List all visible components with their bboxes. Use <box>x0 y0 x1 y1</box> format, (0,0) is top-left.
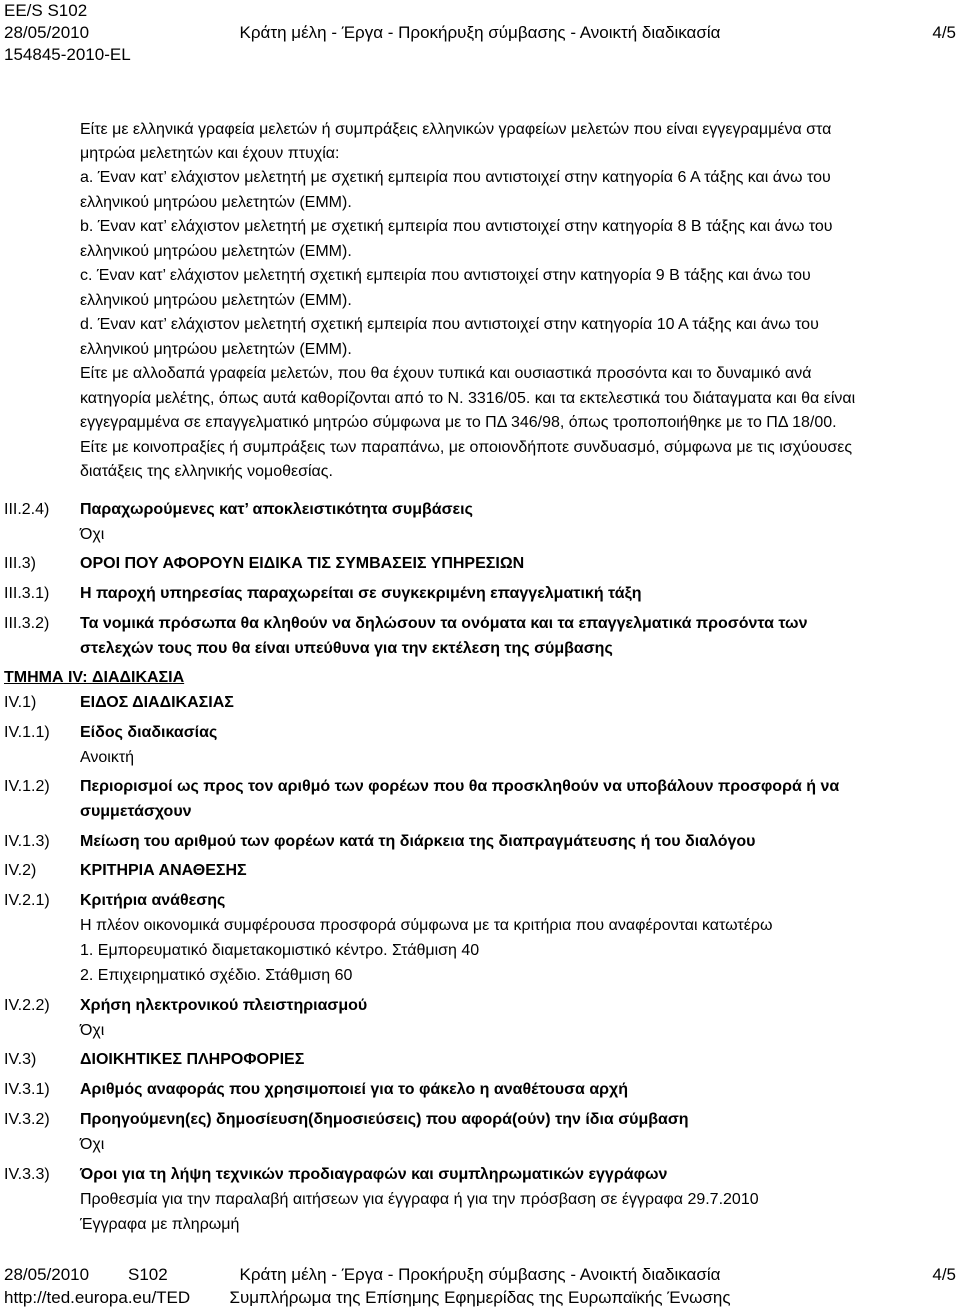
section-number-iii-2-4: III.2.4) <box>4 501 50 518</box>
section-title-iv-1-1: Είδος διαδικασίας <box>80 724 218 741</box>
section-value-iv-2-1-line-1: Η πλέον οικονομικά συμφέρουσα προσφορά σύμφωνα με τα κριτήρια που αναφέρονται κατωτέρω <box>80 917 773 934</box>
section-title-iv-3: ΔΙΟΙΚΗΤΙΚΕΣ ΠΛΗΡΟΦΟΡΙΕΣ <box>80 1051 305 1068</box>
header-date: 28/05/2010 <box>4 23 90 42</box>
section-number-iv-3-3: IV.3.3) <box>4 1166 50 1183</box>
footer-page-number: 4/5 <box>932 1265 956 1284</box>
footer-date: 28/05/2010 <box>4 1265 90 1284</box>
section-title-iv-2: ΚΡΙΤΗΡΙΑ ΑΝΑΘΕΣΗΣ <box>80 862 247 879</box>
section-number-iv-1-2: IV.1.2) <box>4 778 50 795</box>
joint-line-1: Είτε με κοινοπραξίες ή συμπράξεις των παραπάνω, με οποιονδήποτε συνδυασμό, σύμφωνα με τις ισχύουσες <box>80 439 853 456</box>
section-value-iv-2-2: Όχι <box>80 1022 105 1039</box>
footer-code: S102 <box>128 1265 168 1284</box>
item-b-line-1: b. Έναν κατ’ ελάχιστον μελετητή με σχετική εμπειρία που αντιστοιχεί στην κατηγορία 8 Β τάξης και άνω του <box>80 218 833 235</box>
section-number-iv-3: IV.3) <box>4 1051 37 1068</box>
section-title-iii-3-1: Η παροχή υπηρεσίας παραχωρείται σε συγκεκριμένη επαγγελματική τάξη <box>80 585 642 602</box>
section-title-iv-2-1: Κριτήρια ανάθεσης <box>80 892 226 909</box>
header-page-number: 4/5 <box>932 23 956 42</box>
section-title-iv-2-2: Χρήση ηλεκτρονικού πλειστηριασμού <box>80 997 368 1014</box>
item-d-line-1: d. Έναν κατ’ ελάχιστον μελετητή σχετική εμπειρία που αντιστοιχεί στην κατηγορία 10 Α τάξης και άνω του <box>80 316 819 333</box>
section-title-iv-1-2-line-1: Περιορισμοί ως προς τον αριθμό των φορέων που θα προσκληθούν να υποβάλουν προσφορά ή να <box>80 778 840 795</box>
section-title-iv-1-2-line-2: συμμετάσχουν <box>80 803 192 820</box>
section-iv-heading: ΤΜΗΜΑ IV: ΔΙΑΔΙΚΑΣΙΑ <box>4 669 185 686</box>
footer-title: Κράτη μέλη - Έργα - Προκήρυξη σύμβασης - Ανοικτή διαδικασία <box>239 1265 721 1284</box>
item-a-line-2: ελληνικού μητρώου μελετητών (ΕΜΜ). <box>80 194 352 211</box>
item-d-line-2: ελληνικού μητρώου μελετητών (ΕΜΜ). <box>80 341 352 358</box>
footer-url-link[interactable]: http://ted.europa.eu/TED <box>4 1288 191 1307</box>
item-b-line-2: ελληνικού μητρώου μελετητών (ΕΜΜ). <box>80 243 352 260</box>
foreign-line-3: εγγεγραμμένα σε επαγγελματικό μητρώο σύμφωνα με το ΠΔ 346/98, όπως τροποποιήθηκε με το ΠΔ 18/00. <box>80 414 837 431</box>
section-number-iii-3: III.3) <box>4 555 37 572</box>
section-value-iii-2-4: Όχι <box>80 526 105 543</box>
section-number-iv-1-1: IV.1.1) <box>4 724 50 741</box>
section-number-iv-1: IV.1) <box>4 694 37 711</box>
section-value-iv-1-1: Ανοικτή <box>80 749 135 766</box>
section-title-iii-3-2-line-2: στελεχών τους που θα είναι υπεύθυνα για την εκτέλεση της σύμβασης <box>80 640 613 657</box>
section-title-iv-3-2: Προηγούμενη(ες) δημοσίευση(δημοσιεύσεις) που αφορά(ούν) την ίδια σύμβαση <box>80 1111 689 1128</box>
intro-line-1: Είτε με ελληνικά γραφεία μελετών ή συμπράξεις ελληνικών γραφείων μελετών που είναι εγγεγραμμένα στα <box>80 121 832 138</box>
section-value-iv-2-1-line-2: 1. Εμπορευματικό διαμετακομιστικό κέντρο. Στάθμιση 40 <box>80 942 480 959</box>
section-title-iii-2-4: Παραχωρούμενες κατ’ αποκλειστικότητα συμβάσεις <box>80 501 473 518</box>
section-title-iv-3-3: Όροι για τη λήψη τεχνικών προδιαγραφών και συμπληρωματικών εγγράφων <box>80 1166 668 1183</box>
section-title-iii-3-2-line-1: Τα νομικά πρόσωπα θα κληθούν να δηλώσουν τα ονόματα και τα επαγγελματικά προσόντα των <box>80 615 808 632</box>
section-number-iv-2: IV.2) <box>4 862 37 879</box>
footer-journal: Συμπλήρωμα της Επίσημης Εφημερίδας της Ευρωπαϊκής Ένωσης <box>229 1288 731 1307</box>
section-number-iii-3-1: III.3.1) <box>4 585 50 602</box>
section-number-iv-1-3: IV.1.3) <box>4 833 50 850</box>
foreign-line-2: κατηγορία μελέτης, όπως αυτά καθορίζονται από το Ν. 3316/05. και τα εκτελεστικά του διάταγματα και θα είναι <box>80 390 856 407</box>
page-header <box>0 0 960 70</box>
section-number-iii-3-2: III.3.2) <box>4 615 50 632</box>
item-c-line-2: ελληνικού μητρώου μελετητών (ΕΜΜ). <box>80 292 352 309</box>
header-title: Κράτη μέλη - Έργα - Προκήρυξη σύμβασης - Ανοικτή διαδικασία <box>239 23 721 42</box>
section-title-iii-3: ΟΡΟΙ ΠΟΥ ΑΦΟΡΟΥΝ ΕΙΔΙΚΑ ΤΙΣ ΣΥΜΒΑΣΕΙΣ ΥΠΗΡΕΣΙΩΝ <box>80 555 525 572</box>
section-number-iv-2-2: IV.2.2) <box>4 997 50 1014</box>
page-footer <box>0 1264 960 1311</box>
section-value-iv-2-1-line-3: 2. Επιχειρηματικό σχέδιο. Στάθμιση 60 <box>80 967 353 984</box>
section-number-iv-3-1: IV.3.1) <box>4 1081 50 1098</box>
item-c-line-1: c. Έναν κατ’ ελάχιστον μελετητή σχετική εμπειρία που αντιστοιχεί στην κατηγορία 9 Β τάξης και άνω του <box>80 267 811 284</box>
section-title-iv-1-3: Μείωση του αριθμού των φορέων κατά τη διάρκεια της διαπραγμάτευσης ή του διαλόγου <box>80 833 756 850</box>
header-reference: 154845-2010-EL <box>4 45 131 64</box>
section-number-iv-3-2: IV.3.2) <box>4 1111 50 1128</box>
section-value-iv-3-3-line-2: Έγγραφα με πληρωμή <box>80 1216 240 1233</box>
joint-line-2: διατάξεις της ελληνικής νομοθεσίας. <box>80 463 333 480</box>
section-number-iv-2-1: IV.2.1) <box>4 892 50 909</box>
section-value-iv-3-2: Όχι <box>80 1136 105 1153</box>
item-a-line-1: a. Έναν κατ’ ελάχιστον μελετητή με σχετική εμπειρία που αντιστοιχεί στην κατηγορία 6 Α τάξης και άνω του <box>80 169 831 186</box>
intro-line-2: μητρώα μελετητών και έχουν πτυχία: <box>80 145 340 162</box>
section-value-iv-3-3-line-1: Προθεσμία για την παραλαβή αιτήσεων για έγγραφα ή για την πρόσβαση σε έγγραφα 29.7.2010 <box>80 1191 759 1208</box>
foreign-line-1: Είτε με αλλοδαπά γραφεία μελετών, που θα έχουν τυπικά και ουσιαστικά προσόντα και το δυναμικό ανά <box>80 365 812 382</box>
section-title-iv-3-1: Αριθμός αναφοράς που χρησιμοποιεί για το φάκελο η αναθέτουσα αρχή <box>80 1081 629 1098</box>
section-title-iv-1: ΕΙΔΟΣ ΔΙΑΔΙΚΑΣΙΑΣ <box>80 694 234 711</box>
header-doc-code: EE/S S102 <box>4 1 88 20</box>
